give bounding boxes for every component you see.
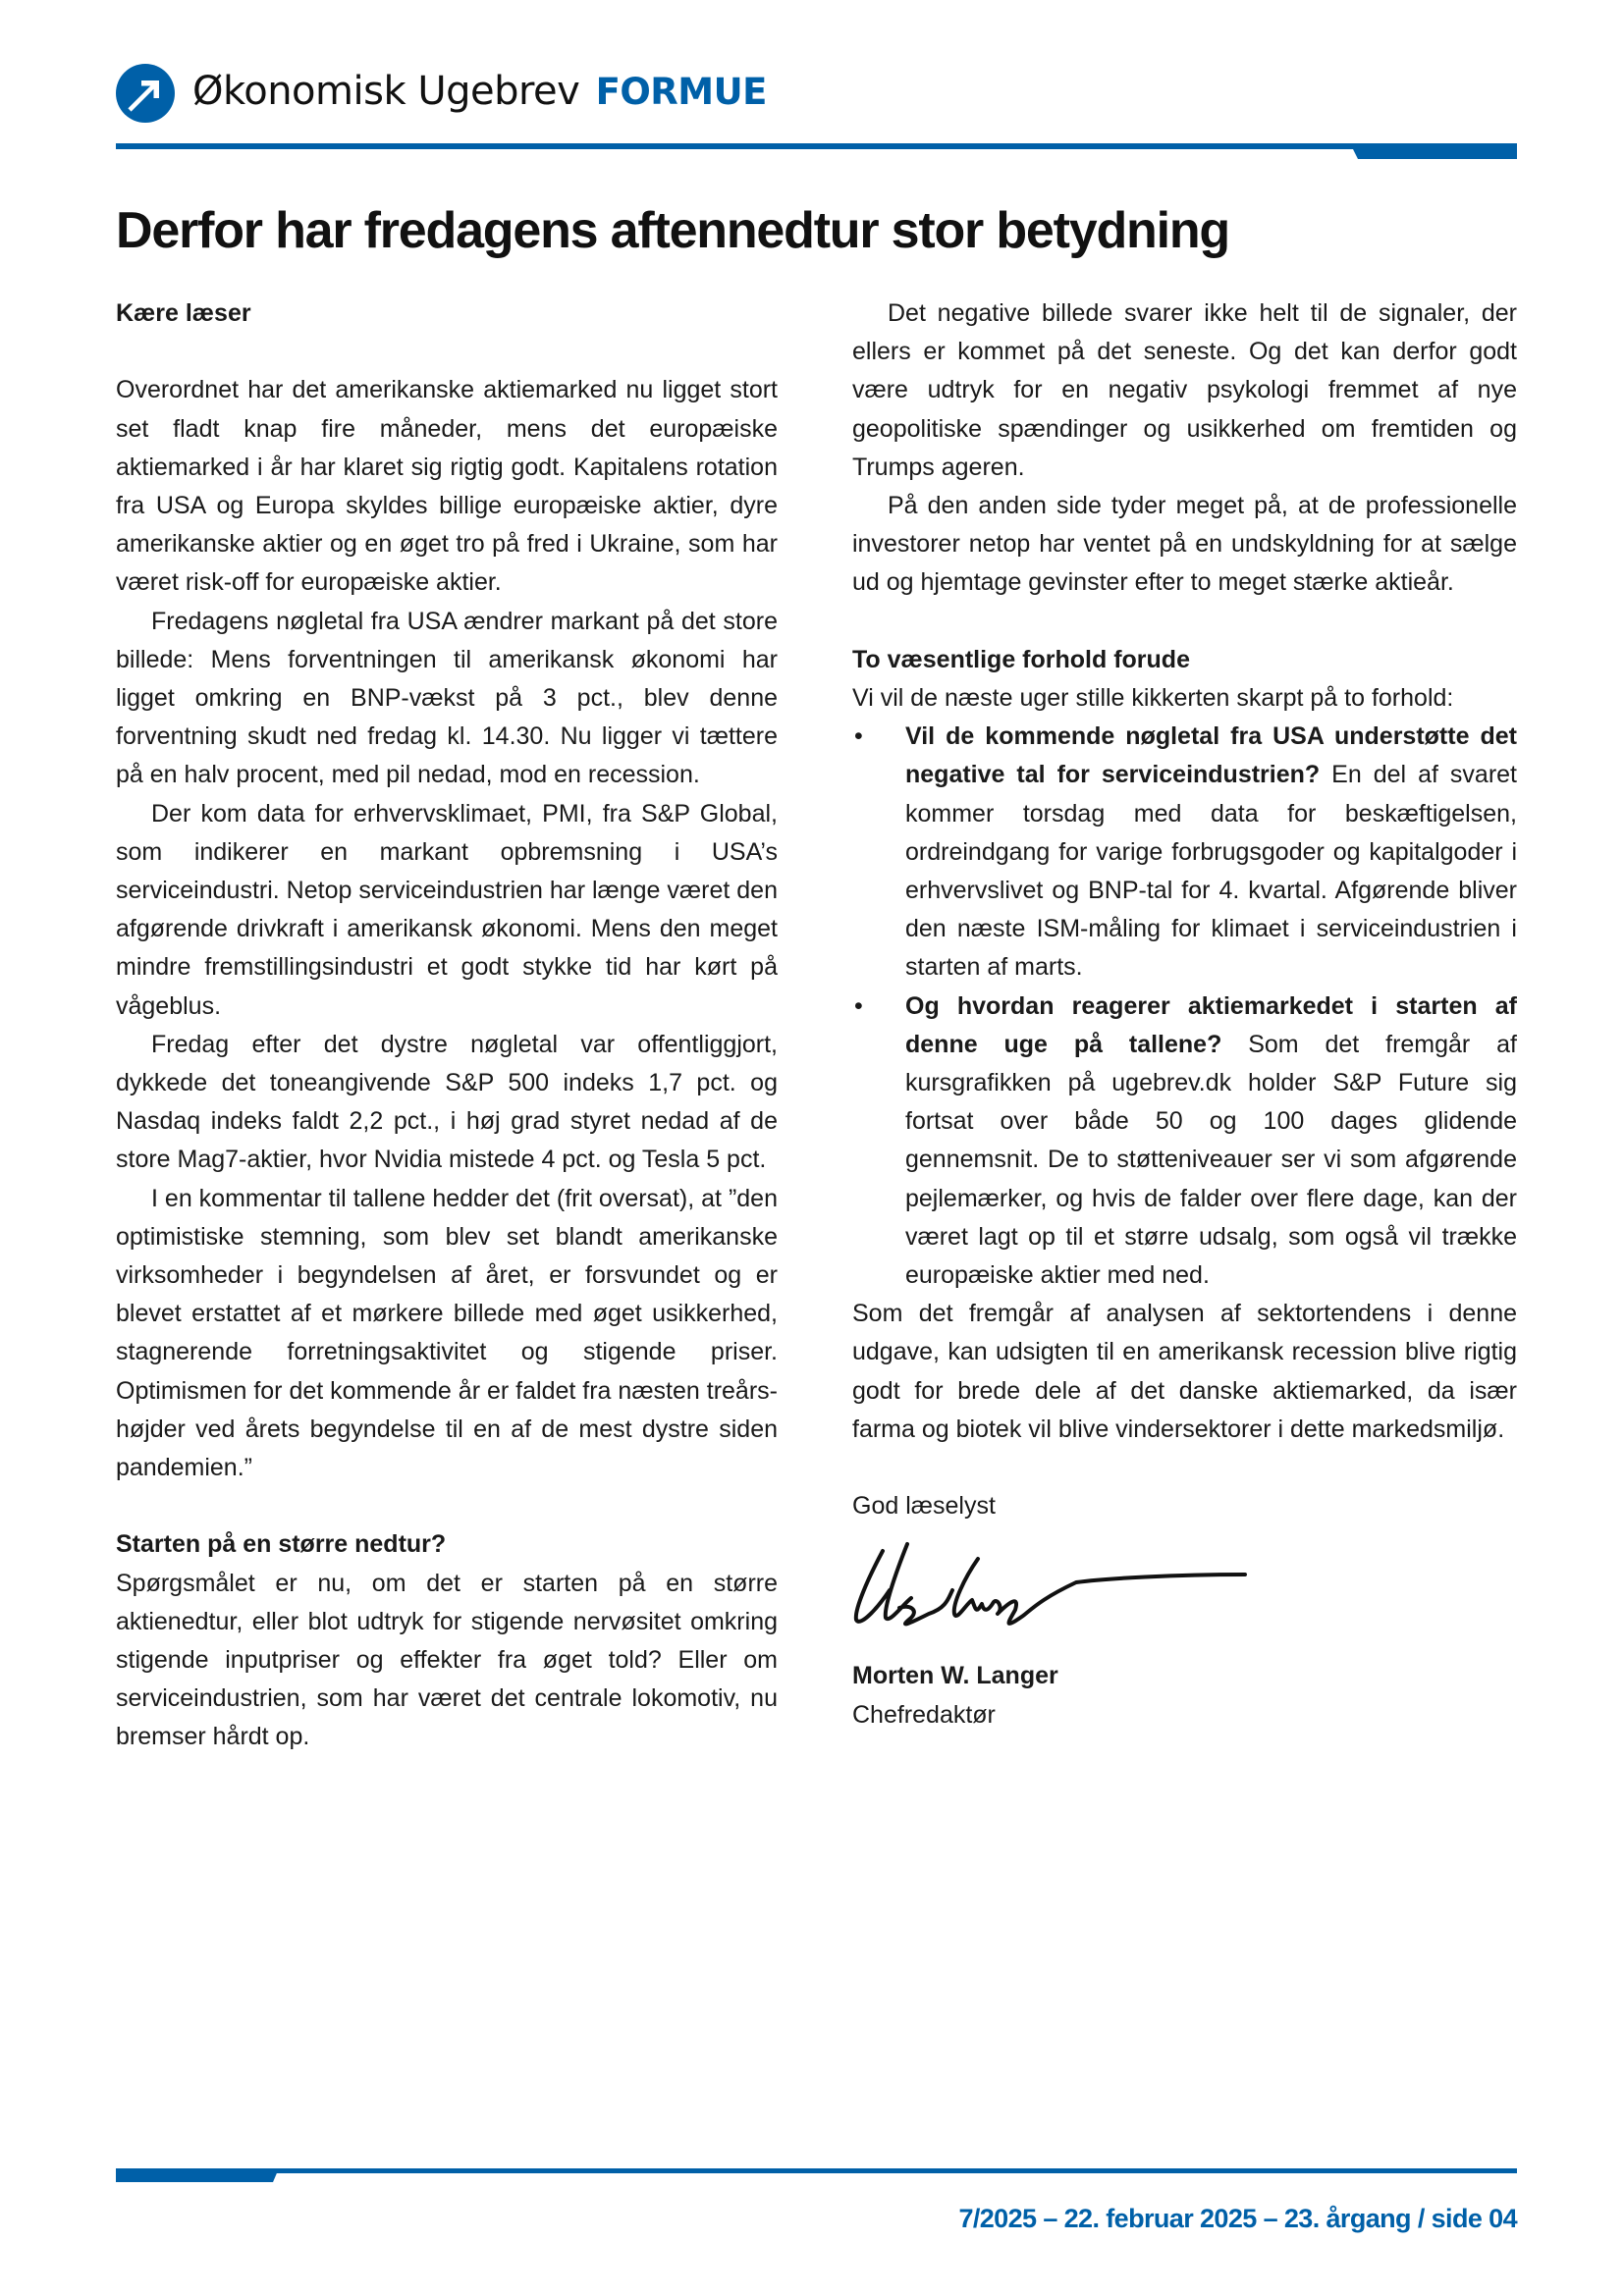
spacer xyxy=(852,603,1517,641)
bullet-lead: Og hvordan reagerer aktiemarkedet i starten af denne uge på tallene? xyxy=(905,991,1517,1058)
arrow-up-right-icon xyxy=(116,64,175,123)
bullet-lead: Vil de kommende nøgletal fra USA understøtte det negative tal for serviceindustrien? xyxy=(905,722,1517,789)
paragraph: Fredag efter det dystre nøgletal var offentliggjort, dykkede det toneangivende S&P 500 indeks 1,7 pct. og Nasdaq indeks faldt 2,2 pct., i høj grad styret nedad af de store Mag7-aktier, hvor Nvidia mistede 4 pct. og Tesla 5 pct. xyxy=(116,1030,778,1174)
bullet-item xyxy=(852,988,1517,1296)
header-rule xyxy=(116,143,1517,149)
header-rule-tab xyxy=(1350,143,1517,159)
brand-name: Økonomisk Ugebrev xyxy=(192,69,580,114)
author-title: Chefredaktør xyxy=(852,1700,996,1729)
author-name: Morten W. Langer xyxy=(852,1662,1058,1690)
bullet-icon: • xyxy=(854,722,863,751)
bullet-text: En del af svaret kommer torsdag med data for beskæftigelsen, ordreindgang for varige forbrugsgoder og kapitalgoder i erhvervslivet og BNP-tal for 4. kvartal. Afgørende bliver den næste ISM-måling for klimaet i serviceindustrien i starten af marts. xyxy=(905,761,1517,982)
paragraph: Spørgsmålet er nu, om det er starten på en større aktienedtur, eller blot udtryk for stigende nervøsitet omkring stigende inputpriser og effekter fra øget told? Eller om serviceindustrien, som har været det centrale lokomotiv, nu bremser hårdt op. xyxy=(116,1569,778,1751)
paragraph: Fredagens nøgletal fra USA ændrer markant på det store billede: Mens forventningen til amerikansk økonomi har ligget omkring en BNP-vækst på 3 pct., blev denne forventning skudt ned fredag kl. 14.30. Nu ligger vi tættere på en halv procent, med pil nedad, mod en recession. xyxy=(116,607,778,789)
issue-info: 7/2025 – 22. februar 2025 – 23. årgang / side 04 xyxy=(958,2204,1517,2233)
section-subheading: To væsentlige forhold forude xyxy=(852,645,1190,673)
greeting: Kære læser xyxy=(116,299,251,327)
paragraph: Som det fremgår af analysen af sektortendens i denne udgave, kan udsigten til en amerikansk recession blive rigtig godt for brede dele af det danske aktiemarked, da især farma og biotek vil blive vindersektorer i dette markedsmiljø. xyxy=(852,1300,1517,1443)
paragraph: Overordnet har det amerikanske aktiemarked nu ligget stort set fladt knap fire måneder, mens det europæiske aktiemarked i år har klaret sig rigtig godt. Kapitalens rotation fra USA og Europa skyldes billige europæiske aktier, dyre amerikanske aktier og en øget tro på fred i Ukraine, som har været risk-off for europæiske aktier. xyxy=(116,376,778,597)
bullet-list xyxy=(852,718,1517,1295)
logo-icon xyxy=(116,64,175,123)
paragraph: Der kom data for erhvervsklimaet, PMI, fra S&P Global, som indikerer en markant opbremsning i USA’s serviceindustri. Netop serviceindustrien har længe været den afgørende drivkraft i amerikansk økonomi. Mens den meget mindre fremstillingsindustri et godt stykke tid har kørt på vågeblus. xyxy=(116,799,778,1020)
spacer xyxy=(116,1487,778,1525)
article-left-column xyxy=(116,294,778,1757)
bullet-item xyxy=(852,718,1517,987)
footer-rule xyxy=(116,2168,1517,2173)
brand-subtitle: FORMUE xyxy=(595,71,767,113)
paragraph: Det negative billede svarer ikke helt til de signaler, der ellers er kommet på det seneste. Og det kan derfor godt være udtryk for en negativ psykologi fremmet af nye geopolitiske spændinger og usikkerhed om fremtiden og Trumps ageren. xyxy=(852,299,1517,481)
bullet-text: Som det fremgår af kursgrafikken på ugebrev.dk holder S&P Future sig fortsat over både 50 og 100 dages glidende gennemsnit. De to støtteniveauer ser vi som afgørende pejlemærker, og hvis de falder over flere dage, kan der været lagt op til et større udsalg, som også vil trække europæiske aktier med ned. xyxy=(905,1030,1517,1290)
masthead-brand xyxy=(192,69,767,114)
article-right-column xyxy=(852,294,1517,1735)
closing-line: God læselyst xyxy=(852,1492,996,1521)
paragraph: Vi vil de næste uger stille kikkerten skarpt på to forhold: xyxy=(852,684,1454,713)
bullet-icon: • xyxy=(854,991,863,1020)
section-subheading: Starten på en større nedtur? xyxy=(116,1530,447,1559)
footer-rule-tab xyxy=(116,2168,279,2182)
paragraph: På den anden side tyder meget på, at de professionelle investorer netop har ventet på en undskyldning for at sælge ud og hjemtage gevinster efter to meget stærke aktieår. xyxy=(852,492,1517,597)
article-headline: Derfor har fredagens aftennedtur stor betydning xyxy=(116,202,1229,259)
paragraph: I en kommentar til tallene hedder det (frit oversat), at ”den optimistiske stemning, som blev set blandt amerikanske virksomheder i begyndelsen af året, er forsvundet og er blevet erstattet af et mørkere billede med øget usikkerhed, stagnerende forretningsaktivitet og stigende priser. Optimismen for det kommende år er faldet fra næsten treårs-højder ved årets begyndelse til en af de mest dystre siden pandemien.” xyxy=(116,1184,778,1482)
spacer xyxy=(852,1449,1517,1487)
signature-icon xyxy=(850,1539,1253,1647)
spacer xyxy=(116,333,778,371)
